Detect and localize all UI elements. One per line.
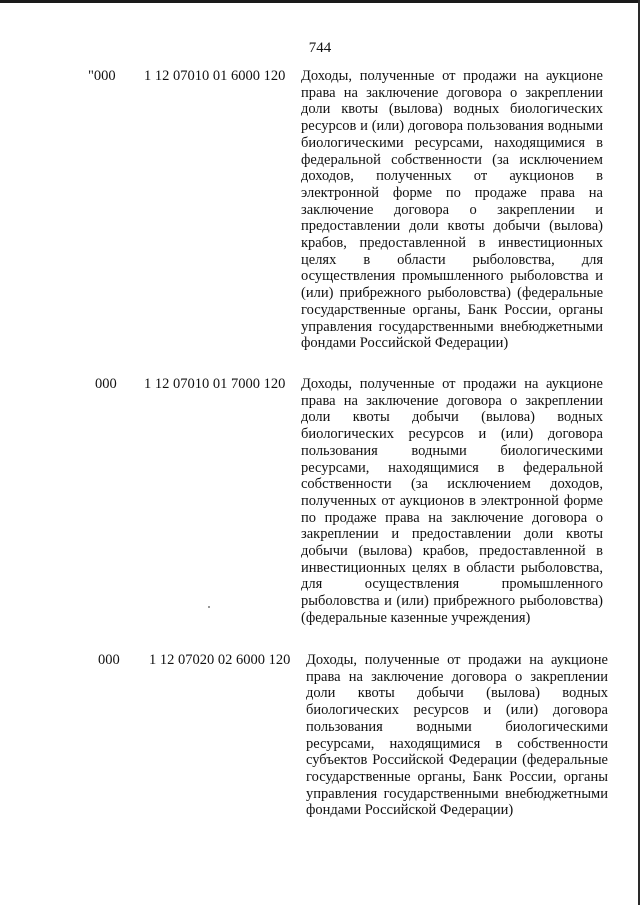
budget-classification-code: 1 12 07010 01 6000 120: [144, 68, 286, 84]
page-number: 744: [308, 40, 332, 56]
admin-code: 000: [95, 376, 117, 392]
revenue-description: Доходы, полученные от продажи на аукционе права на заключение договора о закреплении доли квоты добычи (вылова) водных биологических ресурсов и (или) договора пользования водными биологическими ресурсами, находящимися в собственности субъектов Российской Федерации (федеральные государственные органы, Банк России, органы управления государственными внебюджетными фондами Российской Федерации): [306, 652, 608, 819]
admin-code: "000: [88, 68, 116, 84]
scan-speck: [208, 606, 210, 608]
revenue-description: Доходы, полученные от продажи на аукционе права на заключение договора о закреплении доли квоты (вылова) водных биологических ресурсов и (или) договора пользования водными биологическими ресурсами, находящимися в федеральной собственности (за исключением доходов, полученных от аукционов в электронной форме по продаже права на заключение договора о закреплении и предоставлении доли квоты добычи (вылова) крабов, предоставленной в инвестиционных целях в области рыболовства, для осуществления промышленного рыболовства и (или) прибрежного рыболовства) (федеральные государственные органы, Банк России, органы управления государственными внебюджетными фондами Российской Федерации): [301, 68, 603, 352]
budget-classification-code: 1 12 07010 01 7000 120: [144, 376, 286, 392]
admin-code: 000: [98, 652, 120, 668]
scan-border-top: [0, 0, 640, 3]
revenue-description: Доходы, полученные от продажи на аукционе права на заключение договора о закреплении доли квоты добычи (вылова) водных биологических ресурсов и (или) договора пользования водными биологическими ресурсами, находящимися в федеральной собственности (за исключением доходов, полученных от аукционов в электронной форме по продаже права на заключение договора о закреплении и предоставлении доли квоты добычи (вылова) крабов, предоставленной в инвестиционных целях в области рыболовства, для осуществления промышленного рыболовства и (или) прибрежного рыболовства) (федеральные казенные учреждения): [301, 376, 603, 626]
budget-classification-code: 1 12 07020 02 6000 120: [149, 652, 291, 668]
